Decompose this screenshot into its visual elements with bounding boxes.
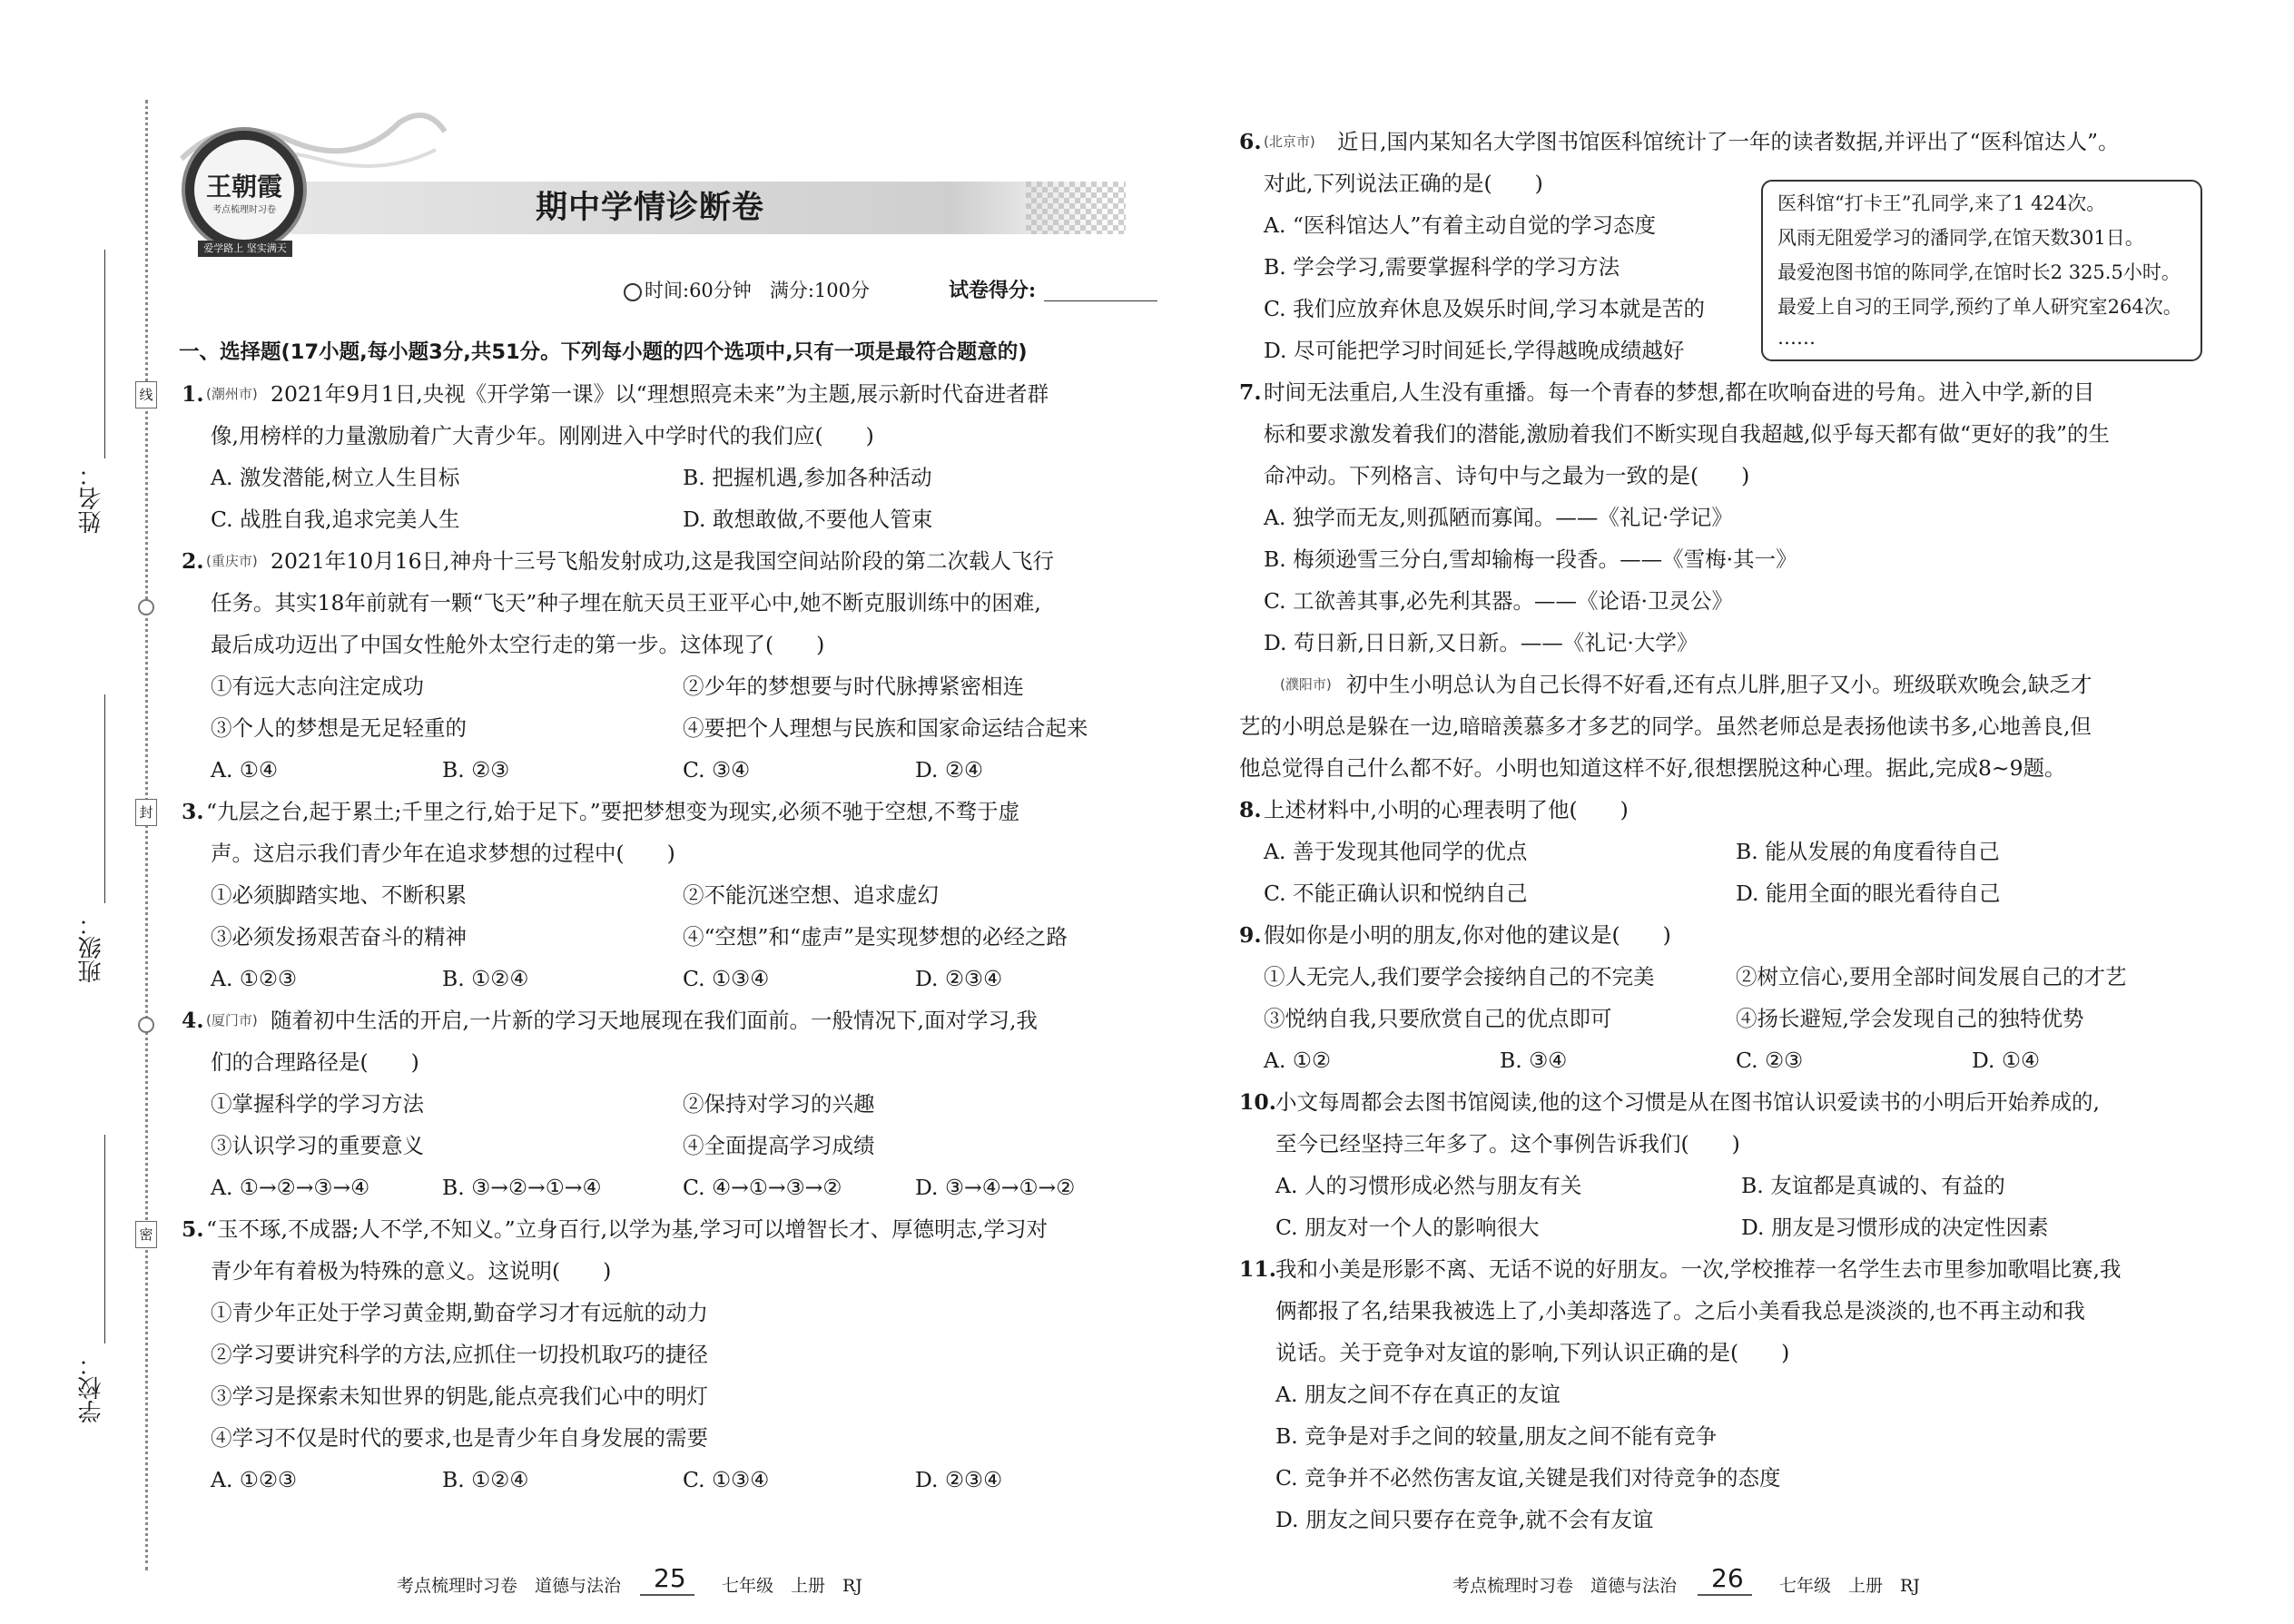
bind-mark-line: 线 xyxy=(135,381,157,408)
q2-statement-2: ②少年的梦想要与时代脉搏紧密相连 xyxy=(683,674,1024,699)
q10-stem-line1: 小文每周都会去图书馆阅读,他的这个习惯是从在图书馆认识爱读书的小明后开始养成的, xyxy=(1275,1089,2100,1115)
q6-option-a[interactable]: A. “医科馆达人”有着主动自觉的学习态度 xyxy=(1264,212,1656,238)
q5-stem-line1: “玉不琢,不成器;人不学,不知义。”立身百行,以学为基,学习可以增智长才、厚德明志,学习对 xyxy=(206,1216,1049,1242)
q7-stem-line3: 命冲动。下列格言、诗句中与之最为一致的是( ) xyxy=(1264,463,1750,488)
material-source-tag: (濮阳市) xyxy=(1280,676,1332,693)
footer-left-series: 考点梳理时习卷 道德与法治 xyxy=(397,1576,622,1596)
name-underline xyxy=(104,250,105,458)
logo-subtext: 考点梳理时习卷 xyxy=(212,205,276,215)
q9-statement-3: ③悦纳自我,只要欣赏自己的优点即可 xyxy=(1264,1006,1612,1031)
q5-option-a[interactable]: A. ①②③ xyxy=(211,1467,298,1492)
q2-option-b[interactable]: B. ②③ xyxy=(442,757,510,782)
q3-statement-4: ④“空想”和“虚声”是实现梦想的必经之路 xyxy=(683,924,1068,950)
footer-right-grade: 七年级 上册 RJ xyxy=(1779,1576,1920,1596)
q3-stem-line2: 声。这启示我们青少年在追求梦想的过程中( ) xyxy=(211,841,675,866)
material-line2: 艺的小明总是躲在一边,暗暗羡慕多才多艺的同学。虽然老师总是表扬他读书多,心地善良,但 xyxy=(1239,714,2092,739)
q5-option-c[interactable]: C. ①③④ xyxy=(683,1467,770,1492)
q7-number: 7. xyxy=(1239,379,1262,405)
q5-statement-1: ①青少年正处于学习黄金期,勤奋学习才有远航的动力 xyxy=(211,1300,708,1325)
q9-option-b[interactable]: B. ③④ xyxy=(1500,1048,1568,1073)
q6-number: 6. xyxy=(1239,129,1262,154)
q2-stem-line1: 2021年10月16日,神舟十三号飞船发射成功,这是我国空间站阶段的第二次载人飞行 xyxy=(271,548,1055,574)
checker-pattern xyxy=(1026,182,1126,234)
score-label: 试卷得分: xyxy=(949,279,1037,302)
q4-stem-line2: 们的合理路径是( ) xyxy=(211,1049,419,1075)
q4-option-b[interactable]: B. ③→②→①→④ xyxy=(442,1175,602,1200)
q6-option-c[interactable]: C. 我们应放弃休息及娱乐时间,学习本就是苦的 xyxy=(1264,296,1706,321)
q9-option-a[interactable]: A. ①② xyxy=(1264,1048,1332,1073)
q8-number: 8. xyxy=(1239,797,1262,822)
q4-statement-2: ②保持对学习的兴趣 xyxy=(683,1091,875,1117)
binding-hole-1 xyxy=(138,599,154,615)
q2-option-a[interactable]: A. ①④ xyxy=(211,757,279,782)
bind-mark-secret: 密 xyxy=(135,1221,157,1248)
q1-option-b[interactable]: B. 把握机遇,参加各种活动 xyxy=(683,465,932,490)
q8-stem: 上述材料中,小明的心理表明了他( ) xyxy=(1264,797,1629,822)
q6-stem-line2: 对此,下列说法正确的是( ) xyxy=(1264,171,1543,196)
q1-stem-line2: 像,用榜样的力量激励着广大青少年。刚刚进入中学时代的我们应( ) xyxy=(211,423,874,448)
footer-right-page-frame xyxy=(1698,1594,1752,1596)
q11-option-b[interactable]: B. 竞争是对手之间的较量,朋友之间不能有竞争 xyxy=(1275,1423,1718,1449)
q5-statement-3: ③学习是探索未知世界的钥匙,能点亮我们心中的明灯 xyxy=(211,1383,708,1409)
brand-logo xyxy=(182,127,307,252)
binding-dotted-line xyxy=(145,100,148,1570)
q7-stem-line2: 标和要求激发着我们的潜能,激励着我们不断实现自我超越,似乎每天都有做“更好的我”的生 xyxy=(1264,421,2110,447)
q7-option-b[interactable]: B. 梅须逊雪三分白,雪却输梅一段香。——《雪梅·其一》 xyxy=(1264,546,1797,572)
q1-source-tag: (潮州市) xyxy=(206,386,258,402)
q1-stem-line1: 2021年9月1日,央视《开学第一课》以“理想照亮未来”为主题,展示新时代奋进者群 xyxy=(271,381,1049,407)
q10-option-d[interactable]: D. 朋友是习惯形成的决定性因素 xyxy=(1741,1215,2049,1240)
q3-option-b[interactable]: B. ①②④ xyxy=(442,966,529,991)
bind-mark-seal: 封 xyxy=(135,799,157,826)
q1-option-c[interactable]: C. 战胜自我,追求完美人生 xyxy=(211,507,460,532)
class-label: 班级： xyxy=(78,912,105,983)
q11-number: 11. xyxy=(1239,1256,1276,1282)
q7-option-a[interactable]: A. 独学而无友,则孤陋而寡闻。——《礼记·学记》 xyxy=(1264,505,1733,530)
q8-option-c[interactable]: C. 不能正确认识和悦纳自己 xyxy=(1264,881,1528,906)
q2-source-tag: (重庆市) xyxy=(206,553,258,569)
q9-statement-1: ①人无完人,我们要学会接纳自己的不完美 xyxy=(1264,964,1655,989)
q1-option-d[interactable]: D. 敢想敢做,不要他人管束 xyxy=(683,507,933,532)
q6-data-line-2: 风雨无阻爱学习的潘同学,在馆天数301日。 xyxy=(1777,227,2144,249)
q9-option-d[interactable]: D. ①④ xyxy=(1972,1048,2041,1073)
name-label: 姓名： xyxy=(78,463,105,534)
q11-stem-line2: 俩都报了名,结果我被选上了,小美却落选了。之后小美看我总是淡淡的,也不再主动和我 xyxy=(1275,1298,2085,1324)
q6-option-d[interactable]: D. 尽可能把学习时间延长,学得越晚成绩越好 xyxy=(1264,338,1685,363)
footer-left-grade: 七年级 上册 RJ xyxy=(722,1576,862,1596)
q5-statement-4: ④学习不仅是时代的要求,也是青少年自身发展的需要 xyxy=(211,1425,708,1451)
school-label: 学校： xyxy=(78,1353,105,1423)
school-underline xyxy=(104,1135,105,1343)
logo-text: 王朝霞 xyxy=(205,172,282,202)
footer-right-series: 考点梳理时习卷 道德与法治 xyxy=(1452,1576,1678,1596)
q11-stem-line1: 我和小美是形影不离、无话不说的好朋友。一次,学校推荐一名学生去市里参加歌唱比赛,我 xyxy=(1275,1256,2122,1282)
q4-source-tag: (厦门市) xyxy=(206,1012,258,1029)
q11-option-c[interactable]: C. 竞争并不必然伤害友谊,关键是我们对待竞争的态度 xyxy=(1275,1465,1781,1491)
q9-number: 9. xyxy=(1239,922,1262,948)
q2-stem-line2: 任务。其实18年前就有一颗“飞天”种子埋在航天员王亚平心中,她不断克服训练中的困难, xyxy=(211,590,1041,615)
q7-stem-line1: 时间无法重启,人生没有重播。每一个青春的梦想,都在吹响奋进的号角。进入中学,新的目 xyxy=(1264,379,2095,405)
q2-option-c[interactable]: C. ③④ xyxy=(683,757,751,782)
material-line1: 初中生小明总认为自己长得不好看,还有点儿胖,胆子又小。班级联欢晚会,缺乏才 xyxy=(1346,672,2092,697)
q6-data-line-1: 医科馆“打卡王”孔同学,来了1 424次。 xyxy=(1777,192,2106,214)
q2-number: 2. xyxy=(182,548,204,574)
clock-icon xyxy=(624,283,642,301)
q9-option-c[interactable]: C. ②③ xyxy=(1736,1048,1804,1073)
q5-option-d[interactable]: D. ②③④ xyxy=(915,1467,1003,1492)
q6-data-line-3: 最爱泡图书馆的陈同学,在馆时长2 325.5小时。 xyxy=(1777,261,2181,283)
q8-option-b[interactable]: B. 能从发展的角度看待自己 xyxy=(1736,839,2000,864)
q1-option-a[interactable]: A. 激发潜能,树立人生目标 xyxy=(211,465,460,490)
section-heading: 一、选择题(17小题,每小题3分,共51分。下列每小题的四个选项中,只有一项是最符合题意的) xyxy=(179,340,1028,364)
q3-statement-3: ③必须发扬艰苦奋斗的精神 xyxy=(211,924,467,950)
q4-option-a[interactable]: A. ①→②→③→④ xyxy=(211,1175,370,1200)
footer-left-page-frame xyxy=(640,1594,694,1596)
q3-statement-1: ①必须脚踏实地、不断积累 xyxy=(211,882,467,908)
exam-meta: 时间:60分钟 满分:100分 xyxy=(645,280,870,301)
q11-option-d[interactable]: D. 朋友之间只要存在竞争,就不会有友谊 xyxy=(1275,1507,1654,1532)
q5-stem-line2: 青少年有着极为特殊的意义。这说明( ) xyxy=(211,1258,612,1284)
class-underline xyxy=(104,694,105,903)
q2-stem-line3: 最后成功迈出了中国女性舱外太空行走的第一步。这体现了( ) xyxy=(211,632,825,657)
q3-statement-2: ②不能沉迷空想、追求虚幻 xyxy=(683,882,939,908)
binding-hole-2 xyxy=(138,1017,154,1033)
q5-number: 5. xyxy=(182,1216,204,1242)
q4-statement-3: ③认识学习的重要意义 xyxy=(211,1133,424,1158)
q4-statement-1: ①掌握科学的学习方法 xyxy=(211,1091,424,1117)
q4-option-c[interactable]: C. ④→①→③→② xyxy=(683,1175,842,1200)
q9-stem: 假如你是小明的朋友,你对他的建议是( ) xyxy=(1264,922,1671,948)
q11-stem-line3: 说话。关于竞争对友谊的影响,下列认识正确的是( ) xyxy=(1275,1340,1790,1365)
q5-statement-2: ②学习要讲究科学的方法,应抓住一切投机取巧的捷径 xyxy=(211,1342,708,1367)
page-title: 期中学情诊断卷 xyxy=(536,190,765,226)
q3-option-c[interactable]: C. ①③④ xyxy=(683,966,770,991)
q3-number: 3. xyxy=(182,799,204,824)
q3-stem-line1: “九层之台,起于累土;千里之行,始于足下。”要把梦想变为现实,必须不驰于空想,不骛于虚 xyxy=(206,799,1020,824)
q1-number: 1. xyxy=(182,381,204,407)
q8-option-a[interactable]: A. 善于发现其他同学的优点 xyxy=(1264,839,1528,864)
q10-option-b[interactable]: B. 友谊都是真诚的、有益的 xyxy=(1741,1173,2005,1198)
q2-statement-4: ④要把个人理想与民族和国家命运结合起来 xyxy=(683,715,1088,741)
q10-stem-line2: 至今已经坚持三年多了。这个事例告诉我们( ) xyxy=(1275,1131,1740,1156)
q6-data-line-4: 最爱上自习的王同学,预约了单人研究室264次。 xyxy=(1777,296,2182,318)
q10-option-c[interactable]: C. 朋友对一个人的影响很大 xyxy=(1275,1215,1540,1240)
footer-left-page: 25 xyxy=(654,1563,686,1593)
q6-source-tag: (北京市) xyxy=(1264,133,1315,150)
q4-number: 4. xyxy=(182,1008,204,1033)
score-blank[interactable] xyxy=(1044,300,1157,301)
q4-statement-4: ④全面提高学习成绩 xyxy=(683,1133,875,1158)
q4-stem-line1: 随着初中生活的开启,一片新的学习天地展现在我们面前。一般情况下,面对学习,我 xyxy=(271,1008,1038,1033)
q2-statement-1: ①有远大志向注定成功 xyxy=(211,674,424,699)
q10-option-a[interactable]: A. 人的习惯形成必然与朋友有关 xyxy=(1275,1173,1582,1198)
q6-stem-line1: 近日,国内某知名大学图书馆医科馆统计了一年的读者数据,并评出了“医科馆达人”。 xyxy=(1337,129,2120,154)
footer-right-page: 26 xyxy=(1711,1563,1744,1593)
q9-statement-2: ②树立信心,要用全部时间发展自己的才艺 xyxy=(1736,964,2127,989)
q6-data-line-5: …… xyxy=(1777,327,1816,349)
q7-option-c[interactable]: C. 工欲善其事,必先利其器。——《论语·卫灵公》 xyxy=(1264,588,1734,614)
material-line3: 他总觉得自己什么都不好。小明也知道这样不好,很想摆脱这种心理。据此,完成8~9题。 xyxy=(1239,755,2066,781)
q3-option-a[interactable]: A. ①②③ xyxy=(211,966,298,991)
q3-option-d[interactable]: D. ②③④ xyxy=(915,966,1003,991)
logo-motto: 爱学路上 坚实满天 xyxy=(198,241,292,257)
q8-option-d[interactable]: D. 能用全面的眼光看待自己 xyxy=(1736,881,2001,906)
q6-data-box xyxy=(1761,180,2202,361)
q10-number: 10. xyxy=(1239,1089,1276,1115)
q9-statement-4: ④扬长避短,学会发现自己的独特优势 xyxy=(1736,1006,2084,1031)
q2-statement-3: ③个人的梦想是无足轻重的 xyxy=(211,715,467,741)
q4-option-d[interactable]: D. ③→④→①→② xyxy=(915,1175,1076,1200)
q5-option-b[interactable]: B. ①②④ xyxy=(442,1467,529,1492)
q11-option-a[interactable]: A. 朋友之间不存在真正的友谊 xyxy=(1275,1382,1561,1407)
q7-option-d[interactable]: D. 苟日新,日日新,又日新。——《礼记·大学》 xyxy=(1264,630,1698,655)
q2-option-d[interactable]: D. ②④ xyxy=(915,757,984,782)
q6-option-b[interactable]: B. 学会学习,需要掌握科学的学习方法 xyxy=(1264,254,1620,280)
